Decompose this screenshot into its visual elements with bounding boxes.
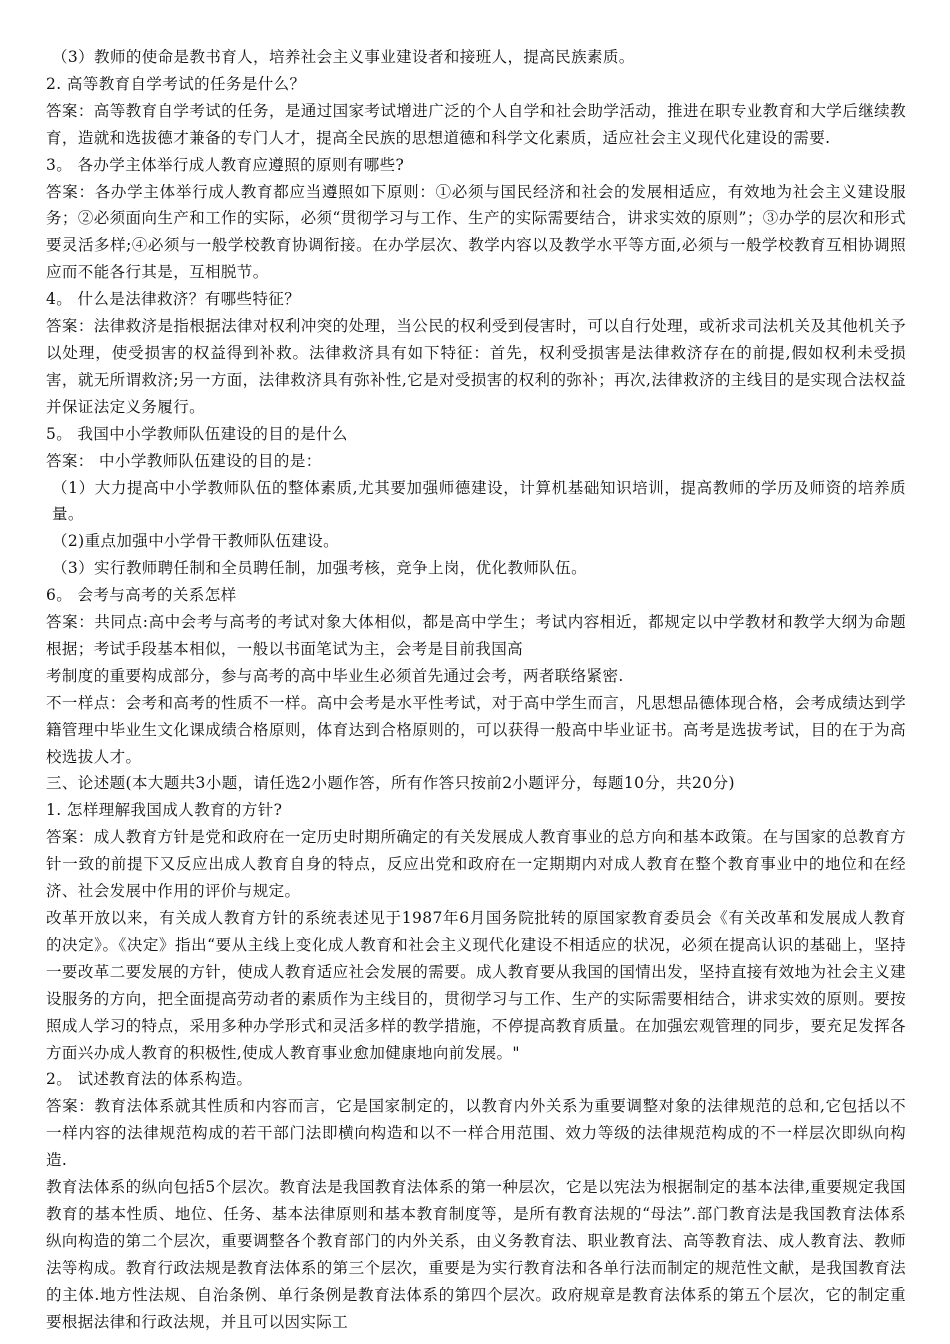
question-3-heading: 3。 各办学主体举行成人教育应遵照的原则有哪些?	[46, 155, 405, 174]
question-5-heading: 5。 我国中小学教师队伍建设的目的是什么	[46, 424, 348, 443]
answer-6-similarities: 答案：共同点:高中会考与高考的考试对象大体相似，都是高中学生；考试内容相近，都规定以中学教材和教学大纲为命题根据；考试手段基本相似，一般以书面笔试为主，会考是目前我国高	[46, 613, 906, 658]
essay-2-heading: 2。 试述教育法的体系构造。	[46, 1070, 253, 1089]
answer-3-paragraph: 答案：各办学主体举行成人教育都应当遵照如下原则：①必须与国民经济和社会的发展相适应，有效地为社会主义建设服务；②必须面向生产和工作的实际，必须“贯彻学习与工作、生产的实际需要结合，讲求实效的原则”；③办学的层次和形式要灵活多样;④必须与一般学校教育协调衔接。在办学层次、教学内容以及教学水平等方面,必须与一般学校教育互相协调照应而不能各行其是，互相脱节。	[46, 182, 906, 282]
paragraph-teacher-mission: （3）教师的使命是教书育人，培养社会主义事业建设者和接班人，提高民族素质。	[52, 48, 635, 66]
essay-1-heading: 1. 怎样理解我国成人教育的方针?	[46, 801, 283, 820]
answer-5-intro: 答案： 中小学教师队伍建设的目的是：	[46, 451, 322, 470]
essay-1-answer-part2: 改革开放以来，有关成人教育方针的系统表述见于1987年6月国务院批转的原国家教育委员会《有关改革和发展成人教育的决定》。《决定》指出“要从主线上变化成人教育和社会主义现代化建设不相适应的状况，必须在提高认识的基础上，坚持一要改革二要发展的方针，使成人教育适应社会发展的需要。成人教育要从我国的国情出发，坚持直接有效地为社会主义建设服务的方向，把全面提高劳动者的素质作为主线目的，贯彻学习与工作、生产的实际需要相结合，讲求实效的原则。要按照成人学习的特点，采用多种办学形式和灵活多样的教学措施，不停提高教育质量。在加强宏观管理的同步，要充足发挥各方面兴办成人教育的积极性,使成人教育事业愈加健康地向前发展。"	[46, 909, 906, 1062]
answer-6-similarities-cont: 考制度的重要构成部分，参与高考的高中毕业生必须首先通过会考，两者联络紧密.	[46, 666, 624, 685]
answer-5-item-3: （3）实行教师聘任制和全员聘任制，加强考核，竞争上岗，优化教师队伍。	[52, 559, 587, 578]
answer-2-paragraph: 答案：高等教育自学考试的任务，是通过国家考试增进广泛的个人自学和社会助学活动，推进在职专业教育和大学后继续教育，造就和选拔德才兼备的专门人才，提高全民族的思想道德和科学文化素质，适应社会主义现代化建设的需要.	[46, 101, 906, 147]
question-4-heading: 4。 什么是法律救济？有哪些特征？	[46, 290, 301, 309]
essay-2-answer-part2: 教育法体系的纵向包括5个层次。教育法是我国教育法体系的第一种层次，它是以宪法为根据制定的基本法律,重要规定我国教育的基本性质、地位、任务、基本法律原则和基本教育制度等，是所有教育法规的“母法”.部门教育法是我国教育法体系纵向构造的第二个层次，重要调整各个教育部门的内外关系，由义务教育法、职业教育法、高等教育法、成人教育法、教师法等构成。教育行政法规是教育法体系的第三个层次，重要是为实行教育法和各单行法而制定的规范性文献，是我国教育法的主体.地方性法规、自治条例、单行条例是教育法体系的第四个层次。政府规章是教育法体系的第五个层次，它的制定重要根据法律和行政法规，并且可以因实际工	[46, 1178, 906, 1331]
section-3-heading: 三、论述题(本大题共3小题，请任选2小题作答，所有作答只按前2小题评分，每题10分，共20分)	[46, 774, 735, 793]
answer-6-differences: 不一样点：会考和高考的性质不一样。高中会考是水平性考试，对于高中学生而言，凡思想品德体现合格，会考成绩达到学籍管理中毕业生文化课成绩合格原则，体育达到合格原则的，可以获得一般高中毕业证书。高考是选拔考试，目的在于为高校选拔人才。	[46, 693, 906, 766]
essay-2-answer-part1: 答案：教育法体系就其性质和内容而言，它是国家制定的，以教育内外关系为重要调整对象的法律规范的总和,它包括以不一样内容的法律规范构成的若干部门法即横向构造和以不一样合用范围、效力等级的法律规范构成的不一样层次即纵向构造.	[46, 1097, 906, 1170]
document-page	[46, 44, 906, 1336]
question-2-heading: 2. 高等教育自学考试的任务是什么？	[46, 74, 306, 93]
answer-5-item-1: （1）大力提高中小学教师队伍的整体素质,尤其要加强师德建设，计算机基础知识培训，提高教师的学历及师资的培养质量。	[52, 478, 906, 524]
question-6-heading: 6。 会考与高考的关系怎样	[46, 586, 237, 605]
answer-4-paragraph: 答案：法律救济是指根据法律对权利冲突的处理，当公民的权利受到侵害时，可以自行处理，或祈求司法机关及其他机关予以处理，使受损害的权益得到补救。法律救济具有如下特征：首先，权利受损害是法律救济存在的前提,假如权利未受损害，就无所谓救济;另一方面，法律救济具有弥补性,它是对受损害的权利的弥补；再次,法律救济的主线目的是实现合法权益并保证法定义务履行。	[46, 317, 906, 416]
answer-5-item-2: （2)重点加强中小学骨干教师队伍建设。	[52, 532, 340, 551]
essay-1-answer-part1: 答案：成人教育方针是党和政府在一定历史时期所确定的有关发展成人教育事业的总方向和基本政策。在与国家的总教育方针一致的前提下又反应出成人教育自身的特点，反应出党和政府在一定期期内对成人教育在整个教育事业中的地位和在经济、社会发展中作用的评价与规定。	[46, 828, 906, 901]
